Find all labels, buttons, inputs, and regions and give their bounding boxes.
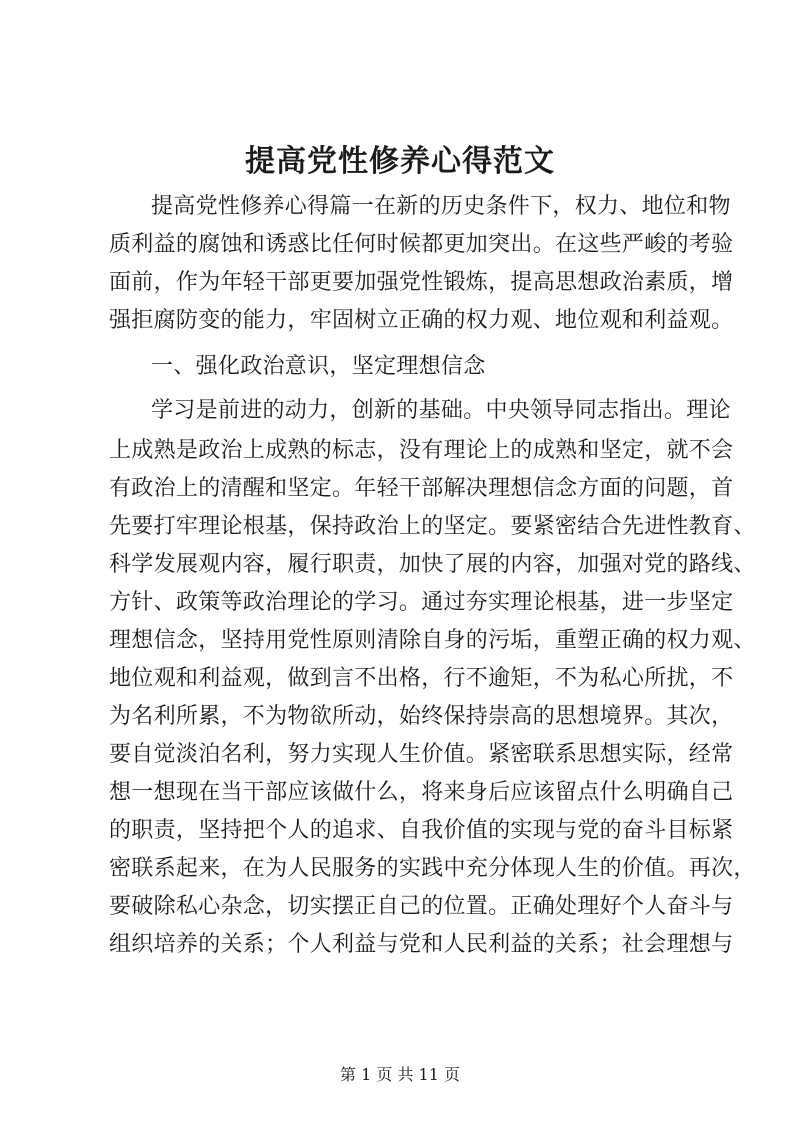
paragraph-line: 想一想现在当干部应该做什么，将来身后应该留点什么明确自己 — [109, 780, 734, 805]
paragraph-line: 要破除私心杂念，切实摆正自己的位置。正确处理好个人奋斗与 — [109, 894, 734, 919]
paragraph-line: 密联系起来，在为人民服务的实践中充分体现人生的价值。再次， — [109, 856, 756, 881]
paragraph-line: 质利益的腐蚀和诱惑比任何时候都更加突出。在这些严峻的考验 — [109, 232, 734, 257]
section-heading: 一、强化政治意识，坚定理想信念 — [151, 354, 486, 379]
paragraph-line: 理想信念，坚持用党性原则清除自身的污垢，重塑正确的权力观、 — [109, 628, 756, 653]
document-title: 提高党性修养心得范文 — [245, 144, 555, 179]
paragraph-line: 强拒腐防变的能力，牢固树立正确的权力观、地位观和利益观。 — [109, 308, 734, 333]
paragraph-line: 提高党性修养心得篇一在新的历史条件下，权力、地位和物 — [151, 194, 731, 219]
paragraph-line: 科学发展观内容，履行职责，加快了展的内容，加强对党的路线、 — [109, 552, 756, 577]
paragraph-line: 面前，作为年轻干部更要加强党性锻炼，提高思想政治素质，增 — [109, 270, 734, 295]
paragraph-line: 有政治上的清醒和坚定。年轻干部解决理想信念方面的问题，首 — [109, 476, 734, 501]
paragraph-line: 要自觉淡泊名利，努力实现人生价值。紧密联系思想实际，经常 — [109, 742, 734, 767]
paragraph-line: 方针、政策等政治理论的学习。通过夯实理论根基，进一步坚定 — [109, 590, 734, 615]
paragraph-line: 先要打牢理论根基，保持政治上的坚定。要紧密结合先进性教育、 — [109, 514, 756, 539]
paragraph-line: 为名利所累，不为物欲所动，始终保持崇高的思想境界。其次， — [109, 704, 734, 729]
paragraph-line: 的职责，坚持把个人的追求、自我价值的实现与党的奋斗目标紧 — [109, 818, 734, 843]
paragraph-line: 学习是前进的动力，创新的基础。中央领导同志指出。理论 — [151, 398, 731, 423]
paragraph-line: 上成熟是政治上成熟的标志，没有理论上的成熟和坚定，就不会 — [109, 438, 734, 463]
paragraph-line: 组织培养的关系；个人利益与党和人民利益的关系；社会理想与 — [109, 932, 734, 957]
page-number-footer: 第 1 页 共 11 页 — [340, 1065, 460, 1084]
paragraph-line: 地位观和利益观，做到言不出格，行不逾矩，不为私心所扰，不 — [109, 666, 734, 691]
